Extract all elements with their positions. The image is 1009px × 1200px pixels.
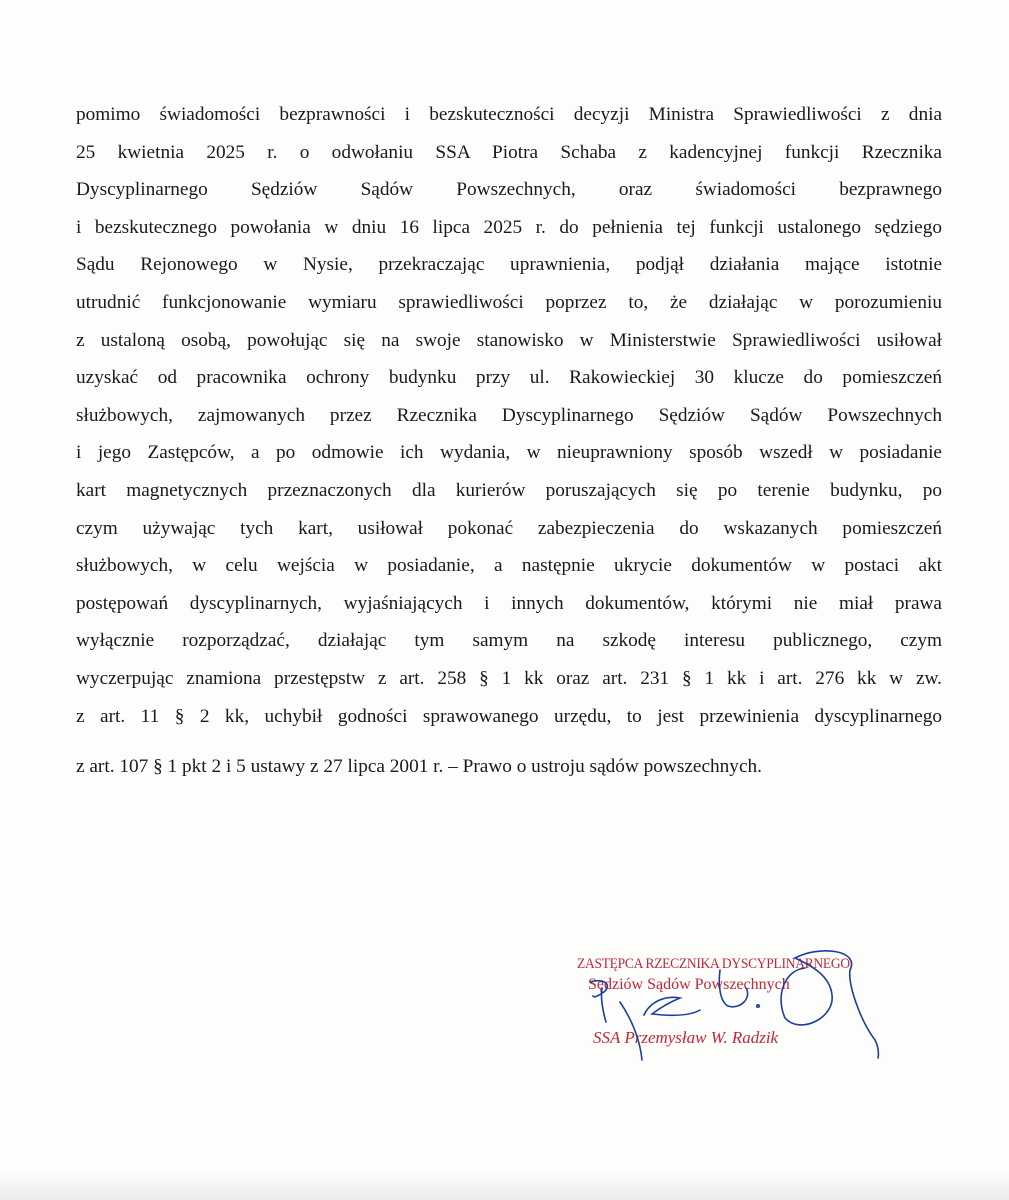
document-body [76,96,942,785]
text-line: służbowych, w celu wejścia w posiadanie, a następnie ukrycie dokumentów w postaci akt [76,555,942,577]
text-line: wyłącznie rozporządzać, działając tym samym na szkodę interesu publicznego, czym [76,630,942,652]
text-line: Dyscyplinarnego Sędziów Sądów Powszechnych, oraz świadomości bezprawnego [76,179,942,201]
text-line: z ustaloną osobą, powołując się na swoje stanowisko w Ministerstwie Sprawiedliwości usiłował [76,329,942,351]
text-line: i bezskutecznego powołania w dniu 16 lipca 2025 r. do pełnienia tej funkcji ustalonego sędziego [76,216,942,238]
text-line: z art. 107 § 1 pkt 2 i 5 ustawy z 27 lipca 2001 r. – Prawo o ustroju sądów powszechnych. [76,755,762,777]
text-line: z art. 11 § 2 kk, uchybił godności sprawowanego urzędu, to jest przewinienia dyscyplinarnego [76,705,942,727]
text-line: czym używając tych kart, usiłował pokonać zabezpieczenia do wskazanych pomieszczeń [76,517,942,539]
official-stamp [560,950,900,1070]
stamp-name: SSA Przemysław W. Radzik [593,1028,779,1047]
page-edge [0,1170,1009,1200]
stamp-title: ZASTĘPCA RZECZNIKA DYSCYPLINARNEGO [577,956,850,972]
text-line: pomimo świadomości bezprawności i bezskuteczności decyzji Ministra Sprawiedliwości z dnia [76,104,942,125]
text-line: postępowań dyscyplinarnych, wyjaśniających i innych dokumentów, którymi nie miał prawa [76,592,942,614]
text-line: Sądu Rejonowego w Nysie, przekraczając uprawnienia, podjął działania mające istotnie [76,254,942,276]
text-line: 25 kwietnia 2025 r. o odwołaniu SSA Piotra Schaba z kadencyjnej funkcji Rzecznika [76,141,942,163]
text-line: i jego Zastępców, a po odmowie ich wydania, w nieuprawniony sposób wszedł w posiadanie [76,442,942,464]
stamp-subtitle: Sędziów Sądów Powszechnych [588,976,790,993]
text-line: kart magnetycznych przeznaczonych dla kurierów poruszających się po terenie budynku, po [76,479,942,501]
text-line: wyczerpując znamiona przestępstw z art. 258 § 1 kk oraz art. 231 § 1 kk i art. 276 kk w zw. [76,667,942,689]
text-line: służbowych, zajmowanych przez Rzecznika Dyscyplinarnego Sędziów Sądów Powszechnych [76,404,942,426]
text-line: utrudnić funkcjonowanie wymiaru sprawiedliwości poprzez to, że działając w porozumieniu [76,291,942,313]
text-line: uzyskać od pracownika ochrony budynku przy ul. Rakowieckiej 30 klucze do pomieszczeń [76,367,942,389]
